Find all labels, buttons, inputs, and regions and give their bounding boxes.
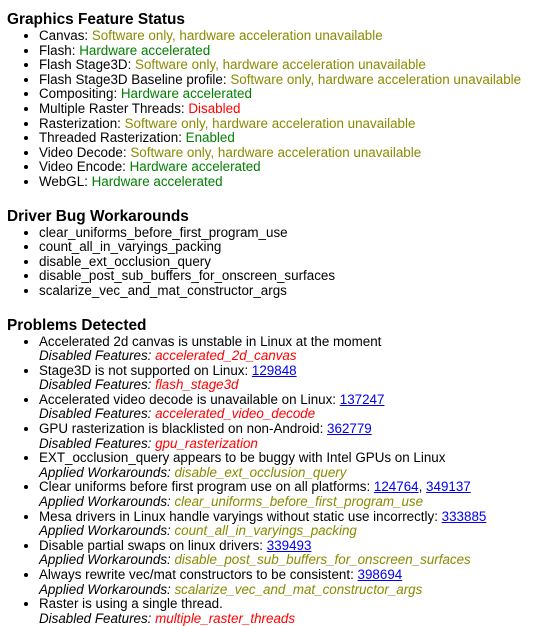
problem-effect-label: Applied Workarounds:	[39, 523, 174, 538]
problems-detected-heading: Problems Detected	[7, 317, 540, 335]
bug-link[interactable]: 398694	[358, 567, 403, 582]
problem-description: EXT_occlusion_query appears to be buggy with Intel GPUs on Linux	[39, 450, 445, 465]
problem-description: Stage3D is not supported on Linux:	[39, 363, 252, 378]
problem-description: Mesa drivers in Linux handle varyings without static use incorrectly:	[39, 509, 442, 524]
feature-status-item: • Threaded Rasterization: Enabled	[39, 131, 540, 146]
feature-status-value: Enabled	[186, 130, 235, 145]
feature-name: Flash Stage3D Baseline profile	[39, 72, 223, 87]
problem-item	[39, 451, 540, 480]
problem-effect-label: Applied Workarounds:	[39, 494, 174, 509]
feature-name: Multiple Raster Threads	[39, 101, 181, 116]
graphics-feature-list	[7, 29, 540, 190]
feature-status-value: Software only, hardware acceleration unavailable	[130, 145, 421, 160]
feature-name: Threaded Rasterization	[39, 130, 178, 145]
problem-effect-value: gpu_rasterization	[155, 436, 258, 451]
feature-name: Canvas	[39, 28, 84, 43]
applied-workarounds-line	[39, 523, 357, 538]
feature-status-item: • Flash: Hardware accelerated	[39, 44, 540, 59]
disabled-features-line	[39, 406, 315, 421]
problem-list	[7, 335, 540, 626]
problem-item	[39, 422, 540, 451]
bug-link[interactable]: 124764	[374, 479, 419, 494]
problem-description: Raster is using a single thread.	[39, 596, 223, 611]
feature-name: Video Decode	[39, 145, 123, 160]
feature-status-value: Software only, hardware acceleration unavailable	[230, 72, 521, 87]
problem-effect-value: multiple_raster_threads	[155, 611, 295, 626]
problem-item	[39, 539, 540, 568]
feature-status-value: Software only, hardware acceleration unavailable	[125, 116, 416, 131]
feature-status-item: • Flash Stage3D: Software only, hardware acceleration unavailable	[39, 58, 540, 73]
feature-name: WebGL	[39, 174, 84, 189]
problem-effect-label: Disabled Features:	[39, 348, 155, 363]
feature-status-value: Disabled	[188, 101, 240, 116]
workaround-item: • scalarize_vec_and_mat_constructor_args	[39, 284, 540, 299]
problem-item	[39, 335, 540, 364]
feature-status-value: Hardware accelerated	[121, 86, 252, 101]
workaround-item: • count_all_in_varyings_packing	[39, 240, 540, 255]
feature-status-item: • Video Encode: Hardware accelerated	[39, 160, 540, 175]
applied-workarounds-line	[39, 552, 471, 567]
feature-name: Flash	[39, 43, 72, 58]
problem-item	[39, 393, 540, 422]
problem-item	[39, 568, 540, 597]
driver-bug-workarounds-heading: Driver Bug Workarounds	[7, 208, 540, 226]
workaround-item: • disable_post_sub_buffers_for_onscreen_surfaces	[39, 269, 540, 284]
problem-effect-value: disable_post_sub_buffers_for_onscreen_surfaces	[174, 552, 470, 567]
problem-effect-value: flash_stage3d	[155, 377, 238, 392]
problem-effect-label: Applied Workarounds:	[39, 582, 174, 597]
problem-effect-label: Disabled Features:	[39, 436, 155, 451]
problem-effect-value: scalarize_vec_and_mat_constructor_args	[174, 582, 422, 597]
workaround-item: • clear_uniforms_before_first_program_use	[39, 226, 540, 241]
feature-status-item: • Video Decode: Software only, hardware acceleration unavailable	[39, 146, 540, 161]
workaround-item: • disable_ext_occlusion_query	[39, 255, 540, 270]
feature-status-value: Hardware accelerated	[79, 43, 210, 58]
applied-workarounds-line	[39, 494, 423, 509]
problem-effect-label: Applied Workarounds:	[39, 465, 174, 480]
problems-detected-section	[7, 317, 540, 626]
driver-bug-workarounds-section	[7, 208, 540, 299]
disabled-features-line	[39, 348, 297, 363]
bug-link[interactable]: 362779	[327, 421, 372, 436]
problem-effect-value: disable_ext_occlusion_query	[174, 465, 346, 480]
problem-description: Disable partial swaps on linux drivers:	[39, 538, 267, 553]
feature-status-item: • Canvas: Software only, hardware acceleration unavailable	[39, 29, 540, 44]
problem-effect-value: clear_uniforms_before_first_program_use	[174, 494, 423, 509]
problem-effect-label: Disabled Features:	[39, 377, 155, 392]
bug-link[interactable]: 349137	[426, 479, 471, 494]
feature-name: Video Encode	[39, 159, 122, 174]
problem-item	[39, 597, 540, 626]
problem-item	[39, 510, 540, 539]
graphics-feature-status-section	[7, 11, 540, 190]
bug-link[interactable]: 339493	[267, 538, 312, 553]
workaround-list	[7, 226, 540, 299]
feature-status-item: • Flash Stage3D Baseline profile: Software only, hardware acceleration unavailable	[39, 73, 540, 88]
feature-status-value: Software only, hardware acceleration unavailable	[135, 57, 426, 72]
problem-effect-value: accelerated_2d_canvas	[155, 348, 296, 363]
applied-workarounds-line	[39, 465, 346, 480]
problem-item: • Clear uniforms before first program use on all platforms: 124764, 349137 Applied Workarounds: clear_uniforms_before_first_program_use	[39, 480, 540, 509]
problem-description: GPU rasterization is blacklisted on non-Android:	[39, 421, 327, 436]
disabled-features-line	[39, 611, 295, 626]
disabled-features-line	[39, 436, 258, 451]
problem-description: Accelerated video decode is unavailable on Linux:	[39, 392, 340, 407]
feature-status-item: • WebGL: Hardware accelerated	[39, 175, 540, 190]
bug-link[interactable]: 333885	[442, 509, 487, 524]
problem-description: Clear uniforms before first program use on all platforms:	[39, 479, 374, 494]
feature-status-item: • Compositing: Hardware accelerated	[39, 87, 540, 102]
problem-effect-label: Disabled Features:	[39, 611, 155, 626]
problem-description: Always rewrite vec/mat constructors to be consistent:	[39, 567, 358, 582]
applied-workarounds-line	[39, 582, 422, 597]
feature-name: Compositing	[39, 86, 113, 101]
bug-link[interactable]: 129848	[252, 363, 297, 378]
feature-status-value: Hardware accelerated	[130, 159, 261, 174]
feature-status-item: • Multiple Raster Threads: Disabled	[39, 102, 540, 117]
problem-effect-value: count_all_in_varyings_packing	[174, 523, 356, 538]
graphics-feature-status-heading: Graphics Feature Status	[7, 11, 540, 29]
problem-effect-value: accelerated_video_decode	[155, 406, 315, 421]
bug-link[interactable]: 137247	[340, 392, 385, 407]
problem-item	[39, 364, 540, 393]
feature-name: Rasterization	[39, 116, 117, 131]
feature-status-value: Hardware accelerated	[92, 174, 223, 189]
problem-effect-label: Disabled Features:	[39, 406, 155, 421]
problem-effect-label: Applied Workarounds:	[39, 552, 174, 567]
feature-name: Flash Stage3D	[39, 57, 128, 72]
feature-status-value: Software only, hardware acceleration unavailable	[92, 28, 383, 43]
disabled-features-line	[39, 377, 239, 392]
problem-description: Accelerated 2d canvas is unstable in Linux at the moment	[39, 334, 381, 349]
feature-status-item: • Rasterization: Software only, hardware acceleration unavailable	[39, 117, 540, 132]
